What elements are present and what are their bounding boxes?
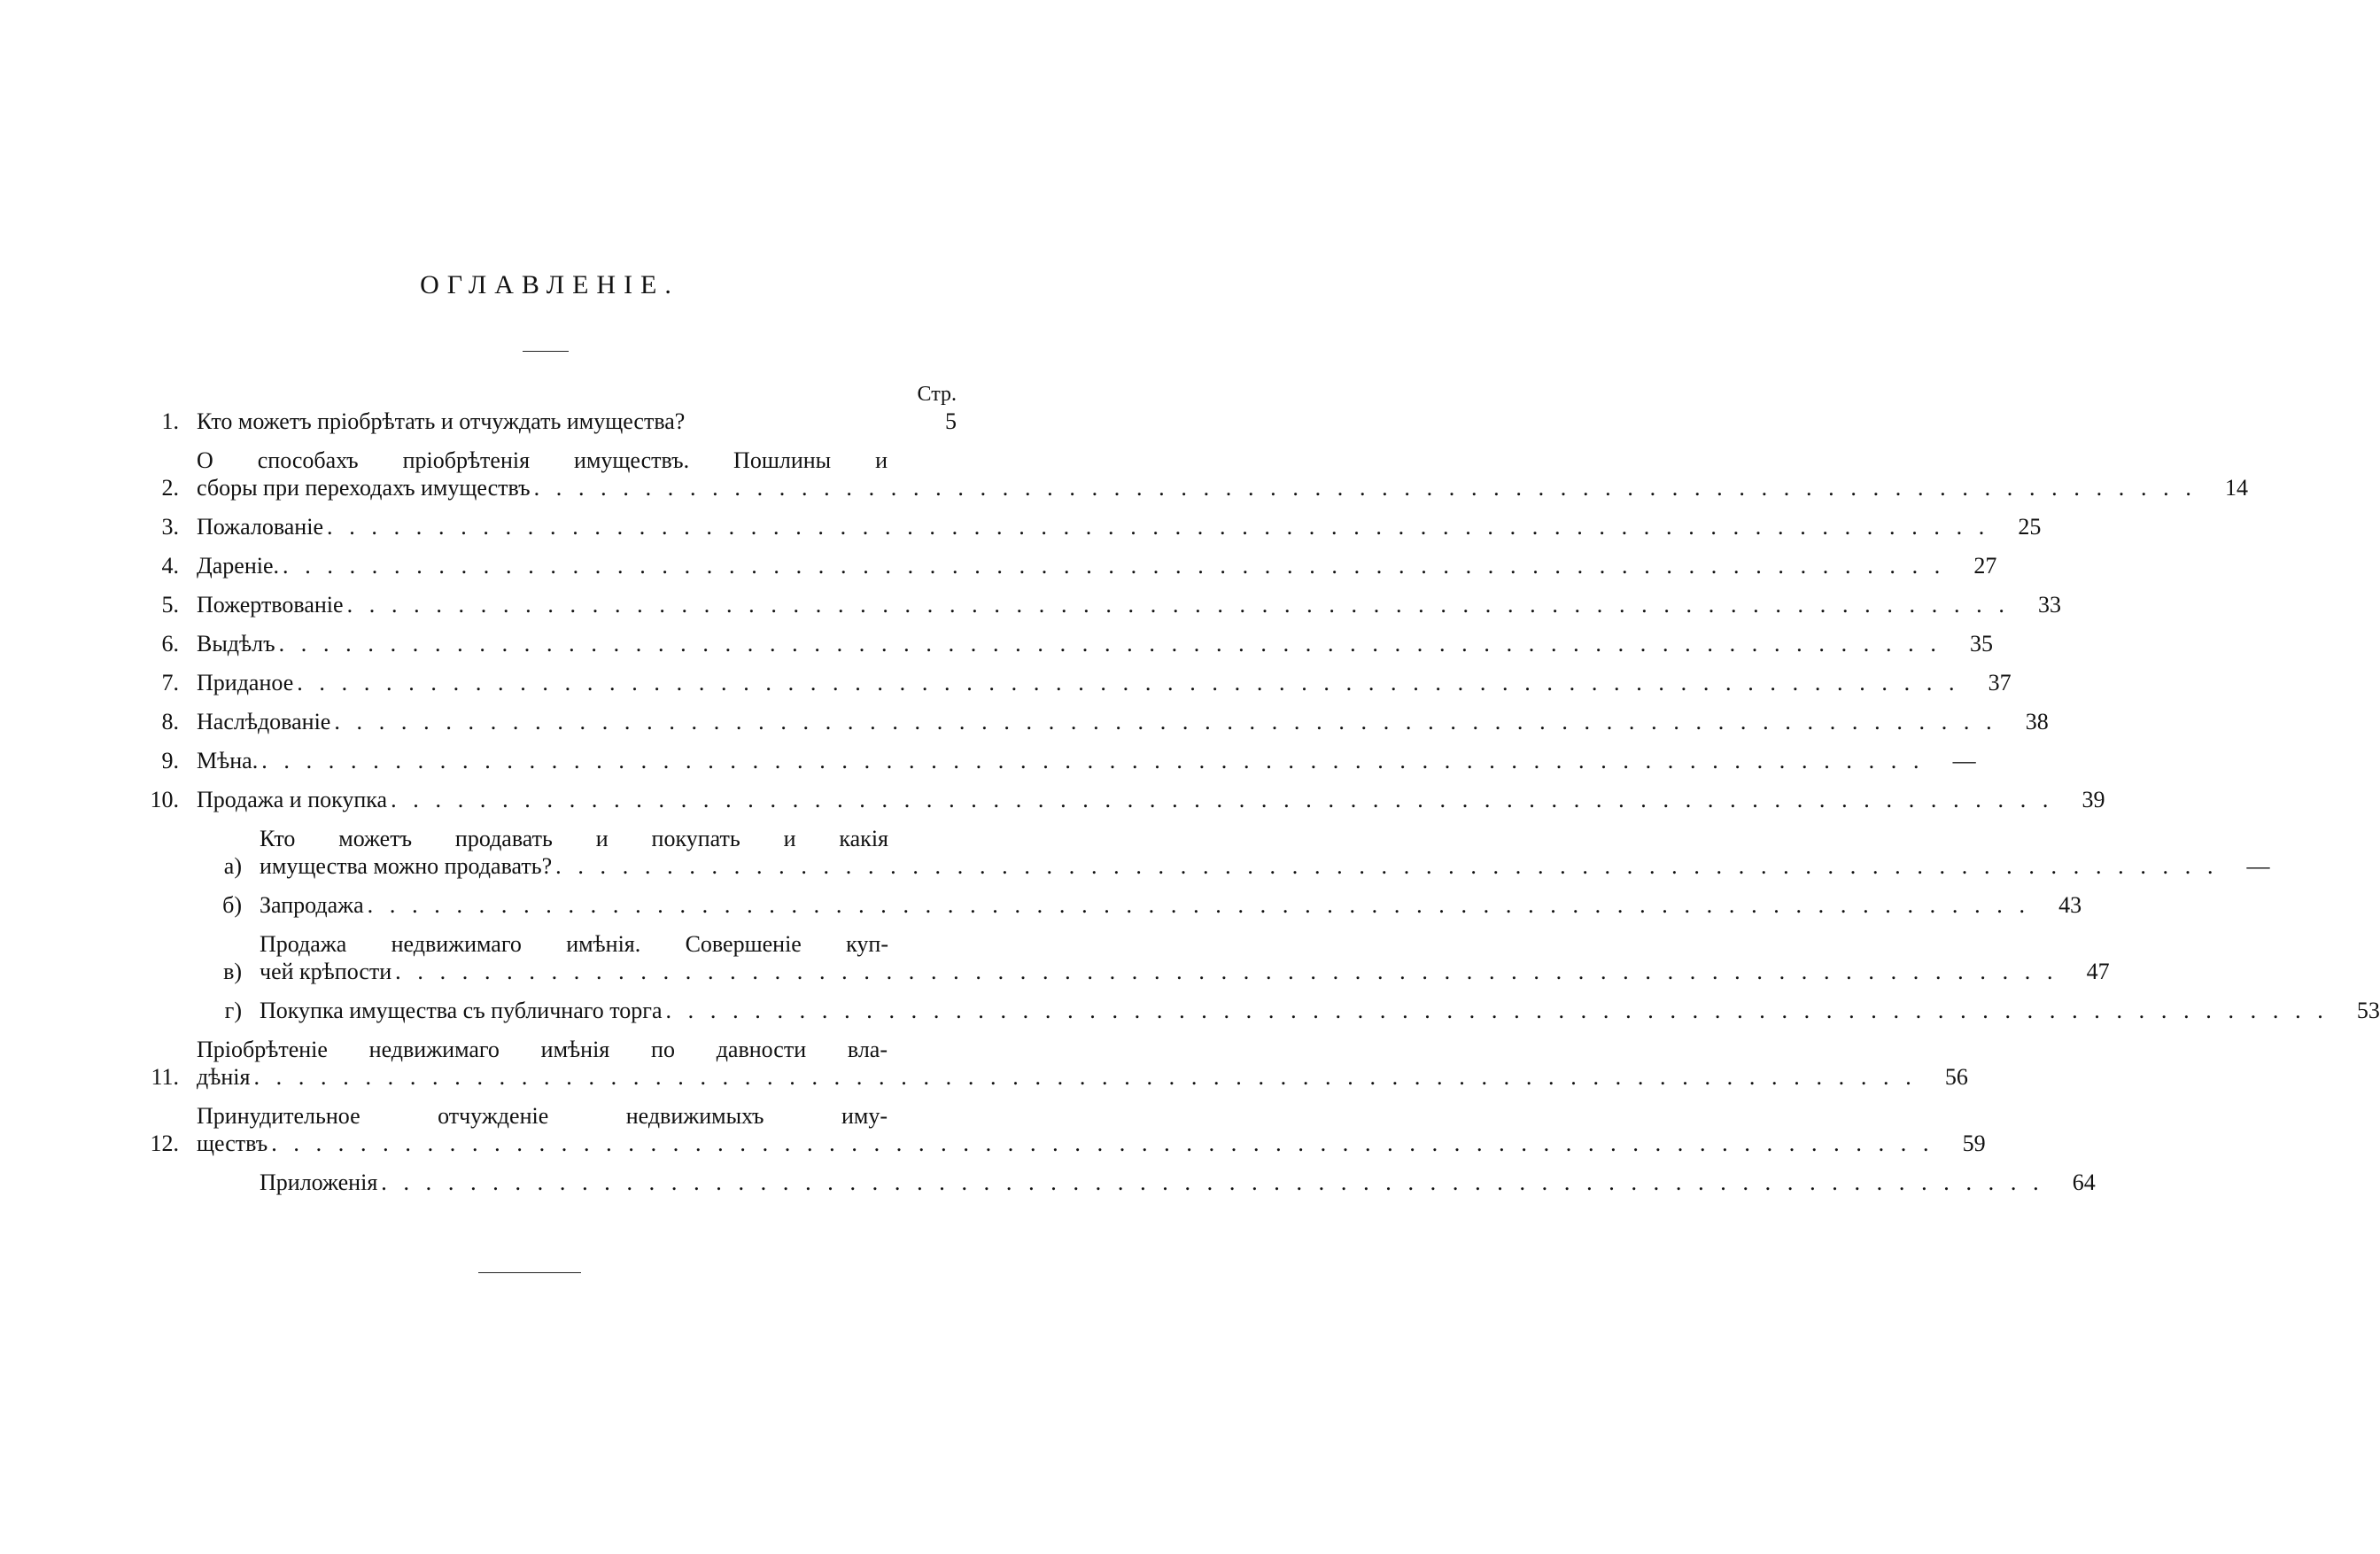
toc-entry-page: 5 bbox=[945, 408, 957, 434]
toc-entry bbox=[133, 513, 2042, 540]
toc-entry-line: Принудительное отчужденіе недвижимыхъ иму- bbox=[197, 1103, 888, 1129]
toc-entry-body bbox=[197, 552, 1996, 579]
toc-entry-title: Запродажа bbox=[260, 892, 364, 918]
toc-entry-body bbox=[197, 630, 1993, 657]
dot-leader bbox=[381, 1169, 2038, 1196]
toc-entry-page: — bbox=[2246, 853, 2270, 879]
toc-entry bbox=[133, 552, 1997, 579]
toc-entry-last-line bbox=[260, 997, 2380, 1024]
toc-entry-last-line bbox=[197, 474, 2248, 501]
toc-entry-title: Покупка имущества съ публичнаго торга bbox=[260, 998, 663, 1023]
toc-entry-title: дѣнія bbox=[197, 1064, 251, 1090]
toc-entry-body bbox=[197, 708, 2049, 735]
toc-entry-number: 2. bbox=[161, 475, 179, 501]
dot-leader bbox=[534, 474, 2191, 501]
toc-entries bbox=[133, 408, 2380, 1196]
page-title: ОГЛАВЛЕНІЕ. bbox=[420, 270, 679, 299]
toc-entry-title: Дареніе. bbox=[197, 553, 279, 579]
toc-entry-body bbox=[197, 1036, 1968, 1091]
toc-entry-body bbox=[197, 408, 957, 435]
toc-entry-title: Пожертвованіе bbox=[197, 592, 344, 618]
end-divider bbox=[478, 1272, 581, 1273]
dot-leader bbox=[334, 708, 1991, 735]
table-of-contents bbox=[133, 381, 2380, 1208]
toc-entry bbox=[133, 747, 1976, 774]
toc-entry-title: Мѣна. bbox=[197, 748, 259, 773]
toc-entry-last-line bbox=[197, 630, 1993, 657]
toc-entry-number: 8. bbox=[161, 709, 179, 734]
toc-entry bbox=[133, 786, 2105, 813]
toc-entry bbox=[133, 447, 2248, 501]
toc-entry bbox=[133, 630, 1993, 657]
toc-entry bbox=[133, 891, 2082, 919]
toc-entry-page: 47 bbox=[2086, 959, 2110, 984]
dot-leader bbox=[279, 630, 1936, 657]
toc-entry-page: 43 bbox=[2058, 892, 2082, 918]
toc-entry-number: в) bbox=[223, 959, 242, 984]
toc-entry-body bbox=[197, 747, 1976, 774]
toc-entry-title: Приложенія bbox=[260, 1169, 378, 1195]
toc-entry-page: 35 bbox=[1969, 631, 1993, 657]
toc-entry bbox=[133, 591, 2061, 618]
toc-entry-line: Кто можетъ продавать и покупать и какія bbox=[260, 826, 888, 851]
toc-entry-number: 11. bbox=[151, 1064, 179, 1090]
toc-entry-last-line bbox=[197, 591, 2061, 618]
toc-entry-title: Наслѣдованіе bbox=[197, 709, 331, 734]
toc-entry-body bbox=[260, 997, 2380, 1024]
toc-entry-page: 27 bbox=[1973, 553, 1997, 579]
toc-entry-page: 37 bbox=[1988, 670, 2012, 695]
toc-entry-title: имущества можно продавать? bbox=[260, 853, 553, 879]
dot-leader bbox=[253, 1063, 1911, 1091]
toc-entry-body bbox=[197, 1102, 1986, 1157]
toc-entry-page: 33 bbox=[2037, 592, 2061, 618]
toc-entry-title: сборы при переходахъ имуществъ bbox=[197, 475, 531, 501]
toc-entry-last-line bbox=[197, 513, 2041, 540]
toc-entry-number: 1. bbox=[161, 408, 179, 434]
toc-entry-title: Кто можетъ пріобрѣтать и отчуждать имущества? bbox=[197, 408, 686, 434]
toc-entry-page: 38 bbox=[2025, 709, 2049, 734]
toc-entry-last-line bbox=[197, 669, 2012, 696]
toc-entry-title: Приданое bbox=[197, 670, 294, 695]
dot-leader bbox=[297, 669, 1954, 696]
toc-entry-last-line bbox=[260, 958, 2110, 985]
toc-entry bbox=[133, 408, 957, 435]
toc-entry-page: 25 bbox=[2018, 514, 2042, 540]
toc-entry-body bbox=[260, 825, 2270, 880]
toc-entry-body bbox=[260, 1169, 2096, 1196]
toc-entry-number: 3. bbox=[161, 514, 179, 540]
toc-entry-number: 9. bbox=[161, 748, 179, 773]
toc-entry-body bbox=[197, 513, 2041, 540]
toc-entry-last-line bbox=[197, 408, 957, 435]
toc-entry-number: а) bbox=[223, 853, 242, 879]
toc-entry-line: Продажа недвижимаго имѣнія. Совершеніе куп- bbox=[260, 931, 888, 957]
toc-entry-last-line bbox=[197, 747, 1976, 774]
toc-entry-body bbox=[197, 669, 2012, 696]
toc-entry-page: 39 bbox=[2082, 787, 2105, 812]
toc-entry-number: 7. bbox=[161, 670, 179, 695]
toc-entry-page: — bbox=[1952, 748, 1976, 773]
dot-leader bbox=[347, 591, 2004, 618]
toc-entry bbox=[133, 997, 2380, 1024]
toc-entry-page: 56 bbox=[1944, 1064, 1968, 1090]
page-column-label: Стр. bbox=[917, 383, 957, 406]
toc-entry-last-line bbox=[260, 852, 2270, 880]
dot-leader bbox=[391, 786, 2048, 813]
toc-entry-line: Пріобрѣтеніе недвижимаго имѣнія по давности вла- bbox=[197, 1037, 888, 1062]
toc-entry-body bbox=[260, 891, 2082, 919]
toc-entry-page: 14 bbox=[2224, 475, 2248, 501]
toc-entry-body bbox=[197, 591, 2061, 618]
toc-entry-body bbox=[197, 447, 2248, 501]
toc-entry-title: чей крѣпости bbox=[260, 959, 392, 984]
dot-leader bbox=[665, 997, 2322, 1024]
toc-entry-number: 12. bbox=[150, 1131, 179, 1156]
toc-entry-last-line bbox=[260, 891, 2082, 919]
dot-leader bbox=[283, 552, 1940, 579]
dot-leader bbox=[327, 513, 1984, 540]
toc-entry-number: 10. bbox=[150, 787, 179, 812]
toc-entry bbox=[133, 1102, 1986, 1157]
dot-leader bbox=[395, 958, 2052, 985]
toc-entry-number: г) bbox=[224, 998, 242, 1023]
toc-entry-last-line bbox=[197, 1063, 1968, 1091]
toc-entry-page: 53 bbox=[2356, 998, 2380, 1023]
toc-entry-page: 64 bbox=[2072, 1169, 2096, 1195]
toc-entry bbox=[133, 1036, 1968, 1091]
toc-entry bbox=[133, 669, 2012, 696]
toc-entry-number: б) bbox=[222, 892, 242, 918]
toc-entry-last-line bbox=[197, 708, 2049, 735]
toc-entry-last-line bbox=[197, 1130, 1986, 1157]
toc-entry-title: Продажа и покупка bbox=[197, 787, 388, 812]
toc-entry bbox=[133, 1169, 2096, 1196]
toc-entry-body bbox=[197, 786, 2105, 813]
toc-entry bbox=[133, 930, 2110, 985]
toc-entry-number: 5. bbox=[161, 592, 179, 618]
dot-leader bbox=[271, 1130, 1928, 1157]
toc-entry-page: 59 bbox=[1962, 1131, 1986, 1156]
toc-entry bbox=[133, 825, 2270, 880]
toc-entry-body bbox=[260, 930, 2110, 985]
dot-leader bbox=[555, 852, 2213, 880]
dot-leader bbox=[368, 891, 2025, 919]
toc-entry-last-line bbox=[197, 786, 2105, 813]
toc-entry-last-line bbox=[197, 552, 1996, 579]
toc-entry-number: 4. bbox=[161, 553, 179, 579]
toc-entry-number: 6. bbox=[161, 631, 179, 657]
toc-entry-line: О способахъ пріобрѣтенія имуществъ. Пошлины и bbox=[197, 447, 888, 473]
title-divider bbox=[523, 351, 569, 352]
toc-entry bbox=[133, 708, 2049, 735]
dot-leader bbox=[261, 747, 1919, 774]
toc-entry-title: ществъ bbox=[197, 1131, 268, 1156]
toc-entry-title: Пожалованіе bbox=[197, 514, 323, 540]
toc-entry-last-line bbox=[260, 1169, 2096, 1196]
toc-entry-title: Выдѣлъ bbox=[197, 631, 275, 657]
